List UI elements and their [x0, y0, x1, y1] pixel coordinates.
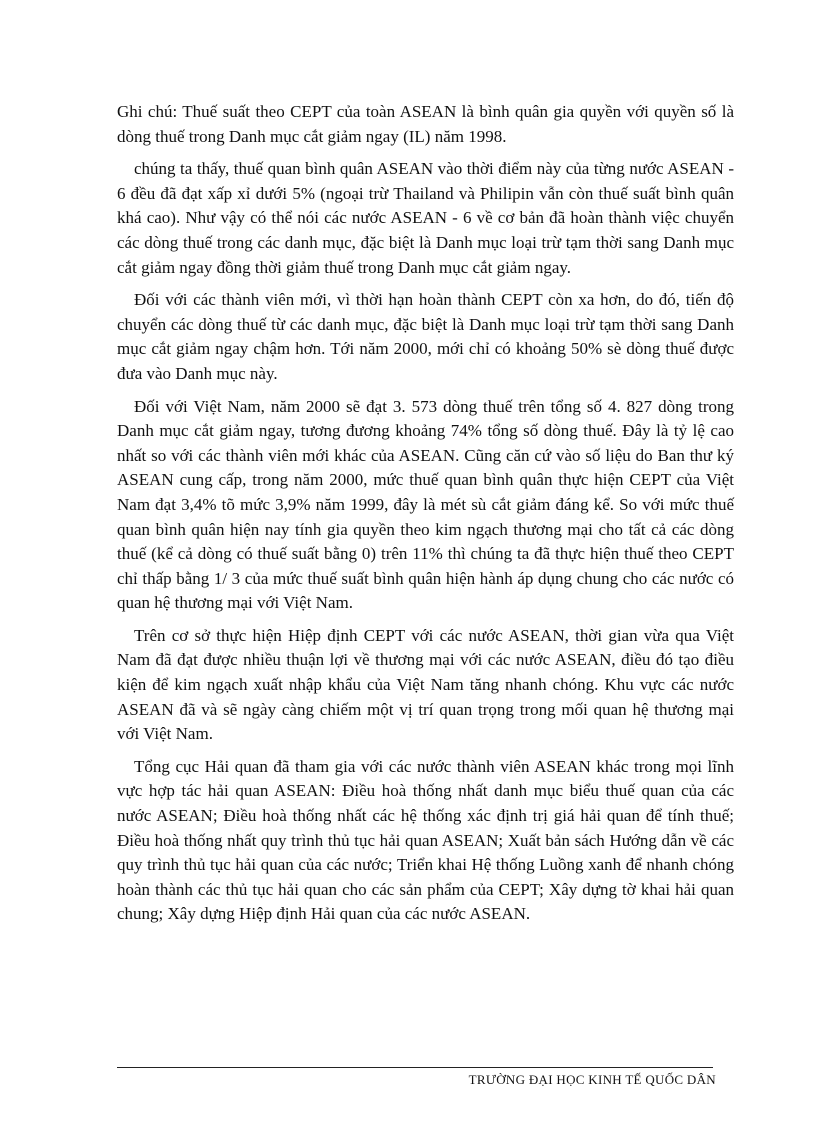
body-paragraph-vietnam: Đối với Việt Nam, năm 2000 sẽ đạt 3. 573 dòng thuế trên tổng số 4. 827 dòng trong Danh mục cắt giảm ngay, tương đương khoảng 74% tổng số dòng thuế. Đây là tỷ lệ cao nhất so với các thành viên mới khác của ASEAN. Cũng căn cứ vào số liệu do Ban thư ký ASEAN cung cấp, trong năm 2000, mức thuế quan bình quân thực hiện CEPT của Việt Nam đạt 3,4% tõ mức 3,9% năm 1999, đây là mét sù cắt giảm đáng kể. So với mức thuế quan bình quân hiện nay tính gia quyền theo kim ngạch thương mại cho tất cả các dòng thuế (kể cả dòng có thuế suất bằng 0) trên 11% thì chúng ta đã thực hiện thuế theo CEPT chỉ thấp bằng 1/ 3 của mức thuế suất bình quân hiện hành áp dụng chung cho các nước có quan hệ thương mại với Việt Nam. [117, 396, 734, 613]
body-paragraph-customs: Tổng cục Hải quan đã tham gia với các nước thành viên ASEAN khác trong mọi lĩnh vực hợp tác hải quan ASEAN: Điều hoà thống nhất danh mục biểu thuế quan của các nước ASEAN; Điều hoà thống nhất các hệ thống xác định trị giá hải quan để tính thuế; Điều hoà thống nhất quy trình thủ tục hải quan ASEAN; Xuất bản sách Hướng dẫn về các quy trình thủ tục hải quan của các nước; Triển khai Hệ thống Luồng xanh để nhanh chóng hoàn thành các thủ tục hải quan cho các sản phẩm của CEPT; Xây dựng tờ khai hải quan chung; Xây dựng Hiệp định Hải quan của các nước ASEAN. [117, 756, 734, 924]
body-paragraph-new-members: Đối với các thành viên mới, vì thời hạn hoàn thành CEPT còn xa hơn, do đó, tiến độ chuyển các dòng thuế từ các danh mục, đặc biệt là Danh mục loại trừ tạm thời sang Danh mục cắt giảm ngay chậm hơn. Tới năm 2000, mới chỉ có khoảng 50% sè dòng thuế được đưa vào Danh mục này. [117, 290, 734, 383]
document-page [117, 100, 734, 935]
footer-divider [117, 1067, 713, 1068]
note-paragraph: Ghi chú: Thuế suất theo CEPT của toàn ASEAN là bình quân gia quyền với quyền số là dòng thuế trong Danh mục cắt giảm ngay (IL) năm 1998. [117, 102, 734, 146]
body-paragraph-cept-trade: Trên cơ sở thực hiện Hiệp định CEPT với các nước ASEAN, thời gian vừa qua Việt Nam đã đạt được nhiều thuận lợi về thương mại với các nước ASEAN, điều đó tạo điều kiện để kim ngạch xuất nhập khẩu của Việt Nam tăng nhanh chóng. Khu vực các nước ASEAN đã và sẽ ngày càng chiếm một vị trí quan trọng trong mối quan hệ thương mại với Việt Nam. [117, 625, 734, 744]
footer-university-name: TRƯỜNG ĐẠI HỌC KINH TẾ QUỐC DÂN [468, 1072, 716, 1087]
body-paragraph-asean6: chúng ta thấy, thuế quan bình quân ASEAN vào thời điểm này của từng nước ASEAN - 6 đều đã đạt xấp xỉ dưới 5% (ngoại trừ Thailand và Philipin vẫn còn thuế suất bình quân khá cao). Như vậy có thể nói các nước ASEAN - 6 về cơ bản đã hoàn thành việc chuyển các dòng thuế trong các danh mục, đặc biệt là Danh mục loại trừ tạm thời sang Danh mục cắt giảm ngay đồng thời giảm thuế trong Danh mục cắt giảm ngay. [117, 159, 734, 277]
